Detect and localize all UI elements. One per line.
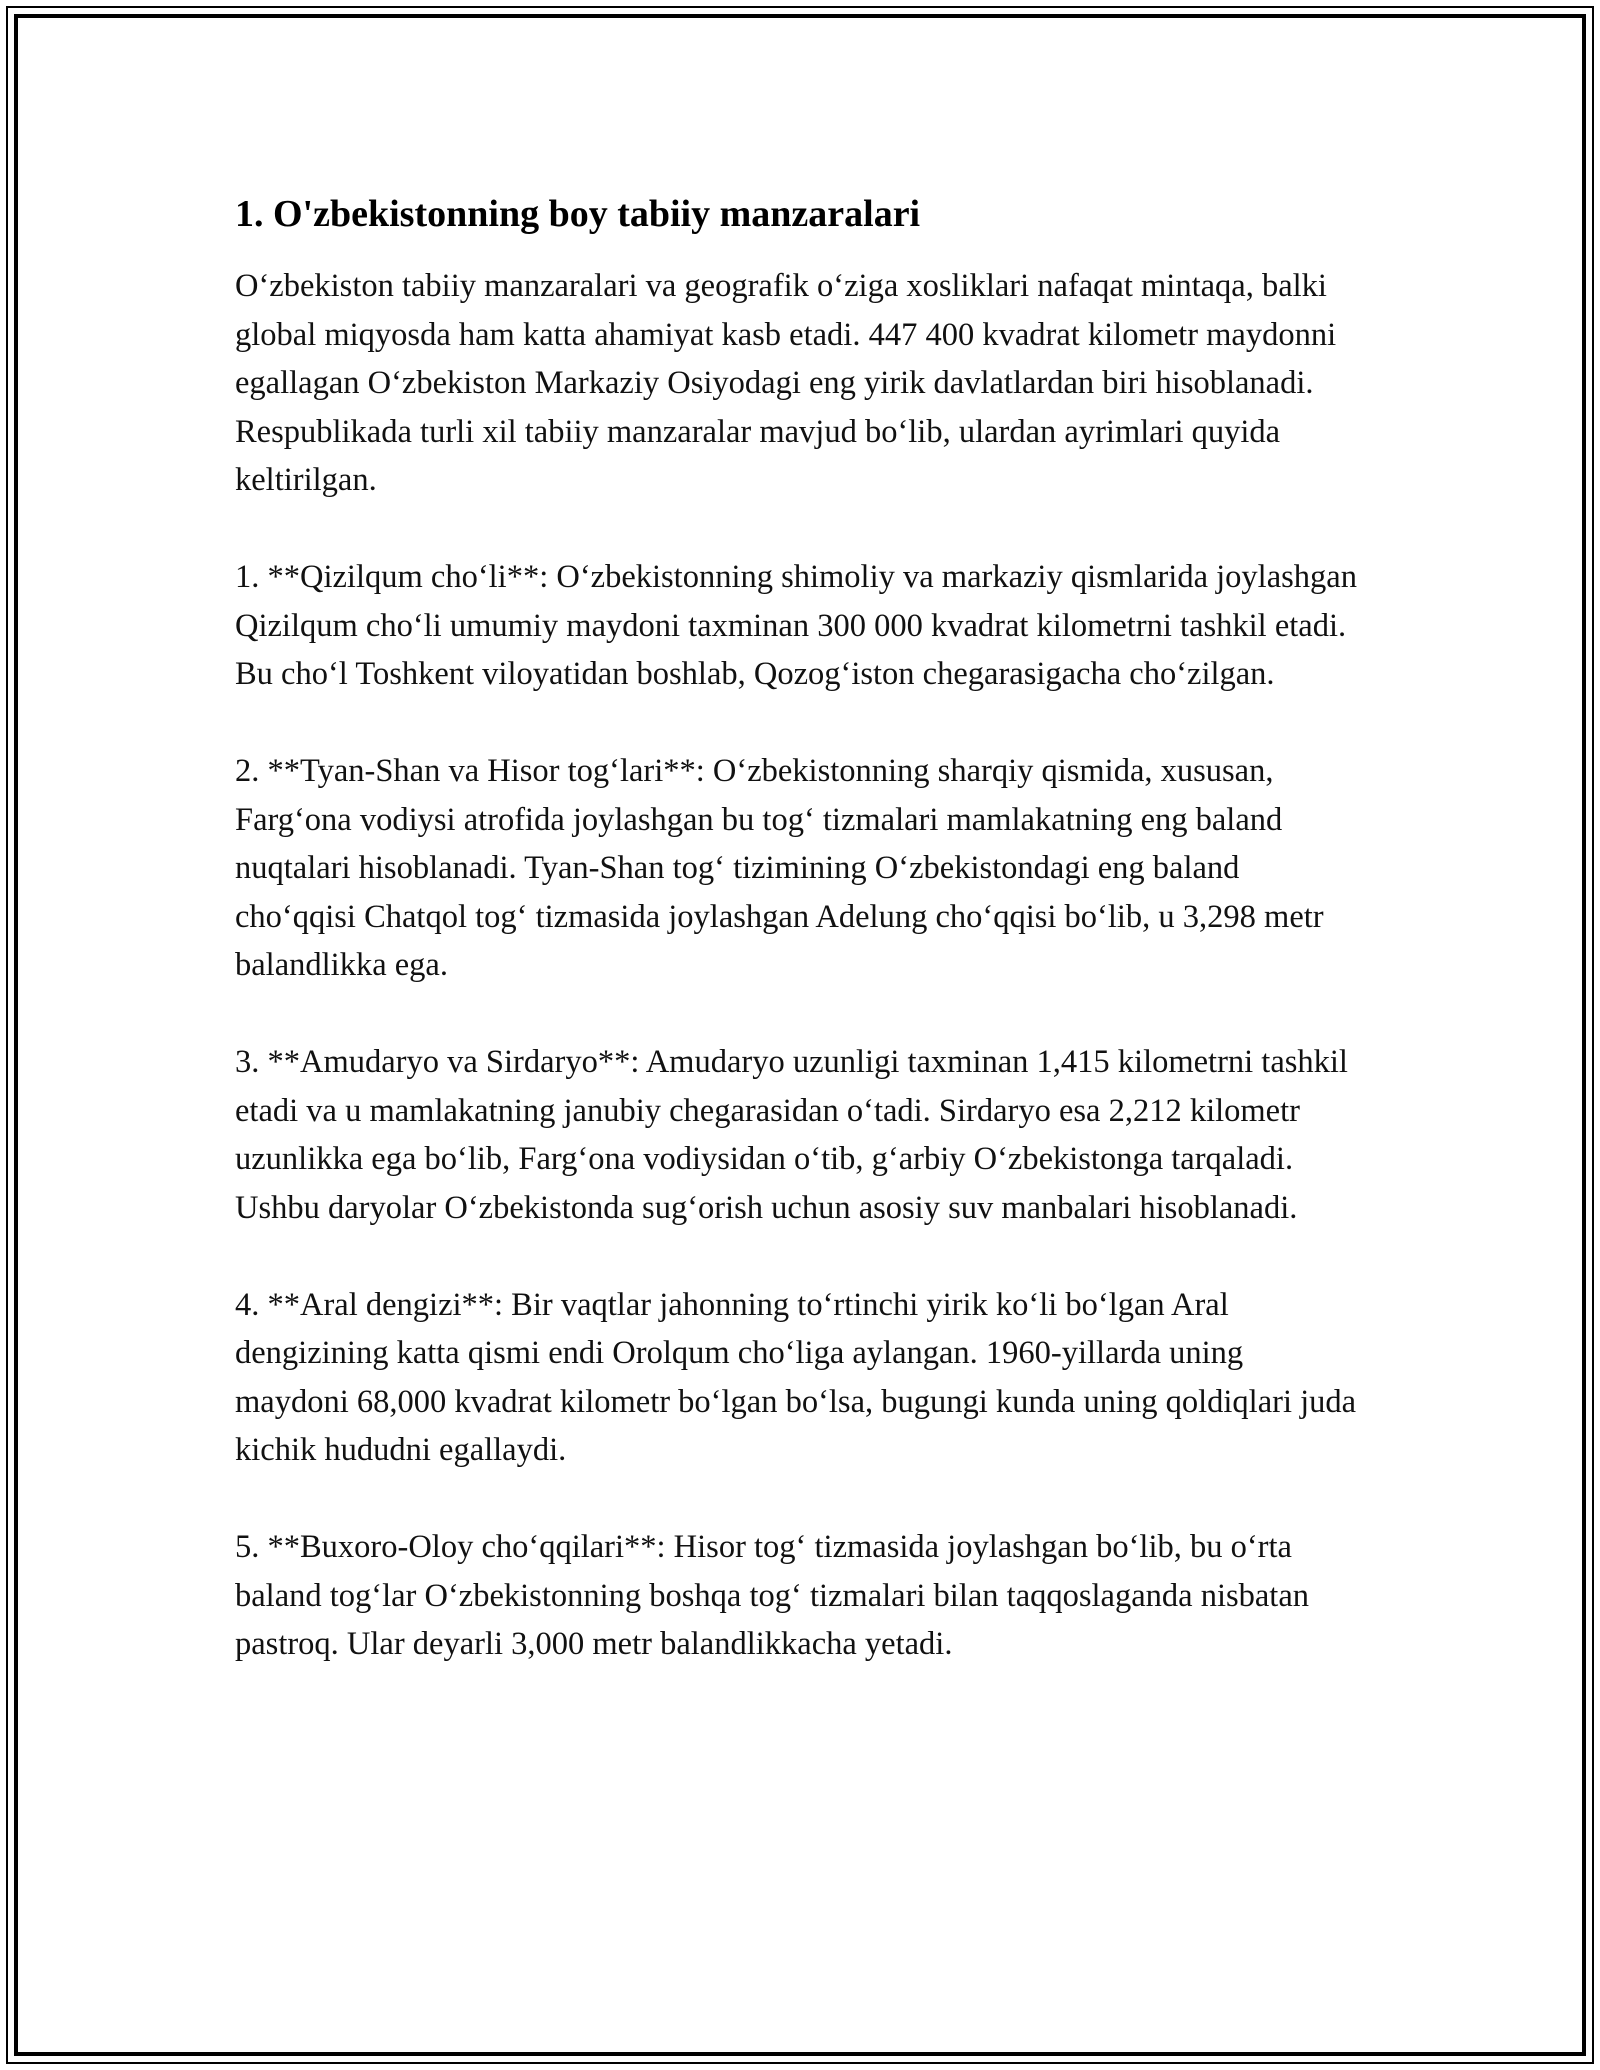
document-title: 1. O'zbekistonning boy tabiiy manzaralari bbox=[235, 193, 921, 235]
paragraph-tyan-shan-hisor: 2. **Tyan-Shan va Hisor tog‘lari**: O‘zbekistonning sharqiy qismida, xususan, Farg‘ona vodiysi atrofida joylashgan bu tog‘ tizmalari mamlakatning eng baland nuqtalari hisoblanadi. Tyan-Shan tog‘ tizimining O‘zbekistondagi eng baland cho‘qqisi Chatqol tog‘ tizmasida joylashgan Adelung cho‘qqisi bo‘lib, u 3,298 metr balandlikka ega. bbox=[235, 753, 1324, 983]
paragraph-buxoro-oloy: 5. **Buxoro-Oloy cho‘qqilari**: Hisor tog‘ tizmasida joylashgan bo‘lib, bu o‘rta baland tog‘lar O‘zbekistonning boshqa tog‘ tizmalari bilan taqqoslaganda nisbatan pastroq. Ular deyarli 3,000 metr balandlikkacha yetadi. bbox=[235, 1529, 1310, 1662]
intro-paragraph: O‘zbekiston tabiiy manzaralari va geografik o‘ziga xosliklari nafaqat mintaqa, balki global miqyosda ham katta ahamiyat kasb etadi. 447 400 kvadrat kilometr maydonni egallagan O‘zbekiston Markaziy Osiyodagi eng yirik davlatlardan biri hisoblanadi. Respublikada turli xil tabiiy manzaralar mavjud bo‘lib, ulardan ayrimlari quyida keltirilgan. bbox=[235, 268, 1337, 498]
document-page bbox=[235, 188, 1365, 1717]
paragraph-amudaryo-sirdaryo: 3. **Amudaryo va Sirdaryo**: Amudaryo uzunligi taxminan 1,415 kilometrni tashkil etadi va u mamlakatning janubiy chegarasidan o‘tadi. Sirdaryo esa 2,212 kilometr uzunlikka ega bo‘lib, Farg‘ona vodiysidan o‘tib, g‘arbiy O‘zbekistonga tarqaladi. Ushbu daryolar O‘zbekistonda sug‘orish uchun asosiy suv manbalari hisoblanadi. bbox=[235, 1044, 1348, 1226]
paragraph-qizilqum: 1. **Qizilqum cho‘li**: O‘zbekistonning shimoliy va markaziy qismlarida joylashgan Qizilqum cho‘li umumiy maydoni taxminan 300 000 kvadrat kilometrni tashkil etadi. Bu cho‘l Toshkent viloyatidan boshlab, Qozog‘iston chegarasigacha cho‘zilgan. bbox=[235, 559, 1357, 692]
paragraph-aral-dengizi: 4. **Aral dengizi**: Bir vaqtlar jahonning to‘rtinchi yirik ko‘li bo‘lgan Aral dengizining katta qismi endi Orolqum cho‘liga aylangan. 1960-yillarda uning maydoni 68,000 kvadrat kilometr bo‘lgan bo‘lsa, bugungi kunda uning qoldiqlari juda kichik hududni egallaydi. bbox=[235, 1286, 1357, 1468]
